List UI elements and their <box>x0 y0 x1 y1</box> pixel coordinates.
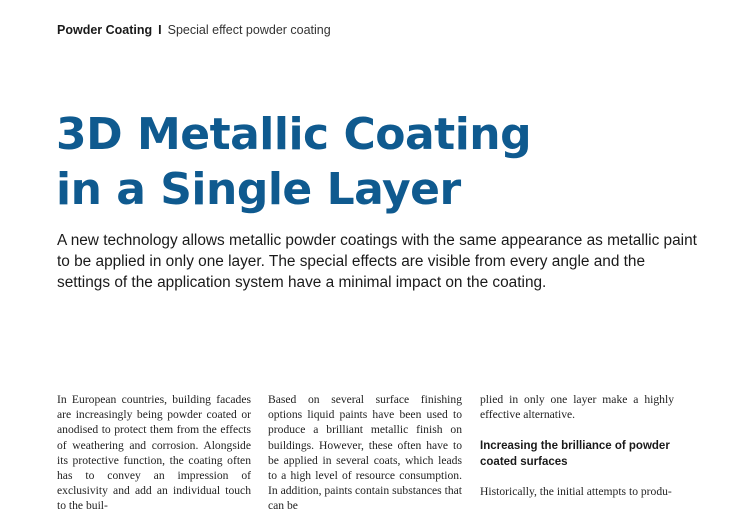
column-1-text: In European countries, building facades are increasingly being powder coated or anodised to protect them from the effects of weathering and corrosion. Alongside its protective function, the coating often has to convey an impression of exclusivity and add an individual touch to the buil- <box>57 393 251 513</box>
subsection-name: Special effect powder coating <box>167 23 331 37</box>
column-3-text-1: plied in only one layer make a highly effective alternative. <box>480 393 674 422</box>
body-column-1 <box>57 392 251 514</box>
column-2-text: Based on several surface finishing options liquid paints have been used to produce a brilliant metallic finish on buildings. However, these often have to be applied in several coats, which leads to a high level of resource consumption. In addition, paints contain substances that can be <box>268 393 462 513</box>
subheading: Increasing the brilliance of powder coated surfaces <box>480 440 670 469</box>
lead-paragraph: A new technology allows metallic powder coatings with the same appearance as metallic paint to be applied in only one layer. The special effects are visible from every angle and the settings of the application system have a minimal impact on the coating. <box>57 232 697 291</box>
article-title <box>56 107 531 217</box>
body-column-2 <box>268 392 462 514</box>
running-header <box>57 22 331 38</box>
section-name: Powder Coating <box>57 23 153 37</box>
title-line-1: 3D Metallic Coating <box>56 109 532 160</box>
header-separator: I <box>158 23 162 37</box>
column-3-text-2: Historically, the initial attempts to produ- <box>480 485 672 499</box>
title-line-2: in a Single Layer <box>56 164 461 215</box>
body-column-3 <box>480 392 674 500</box>
